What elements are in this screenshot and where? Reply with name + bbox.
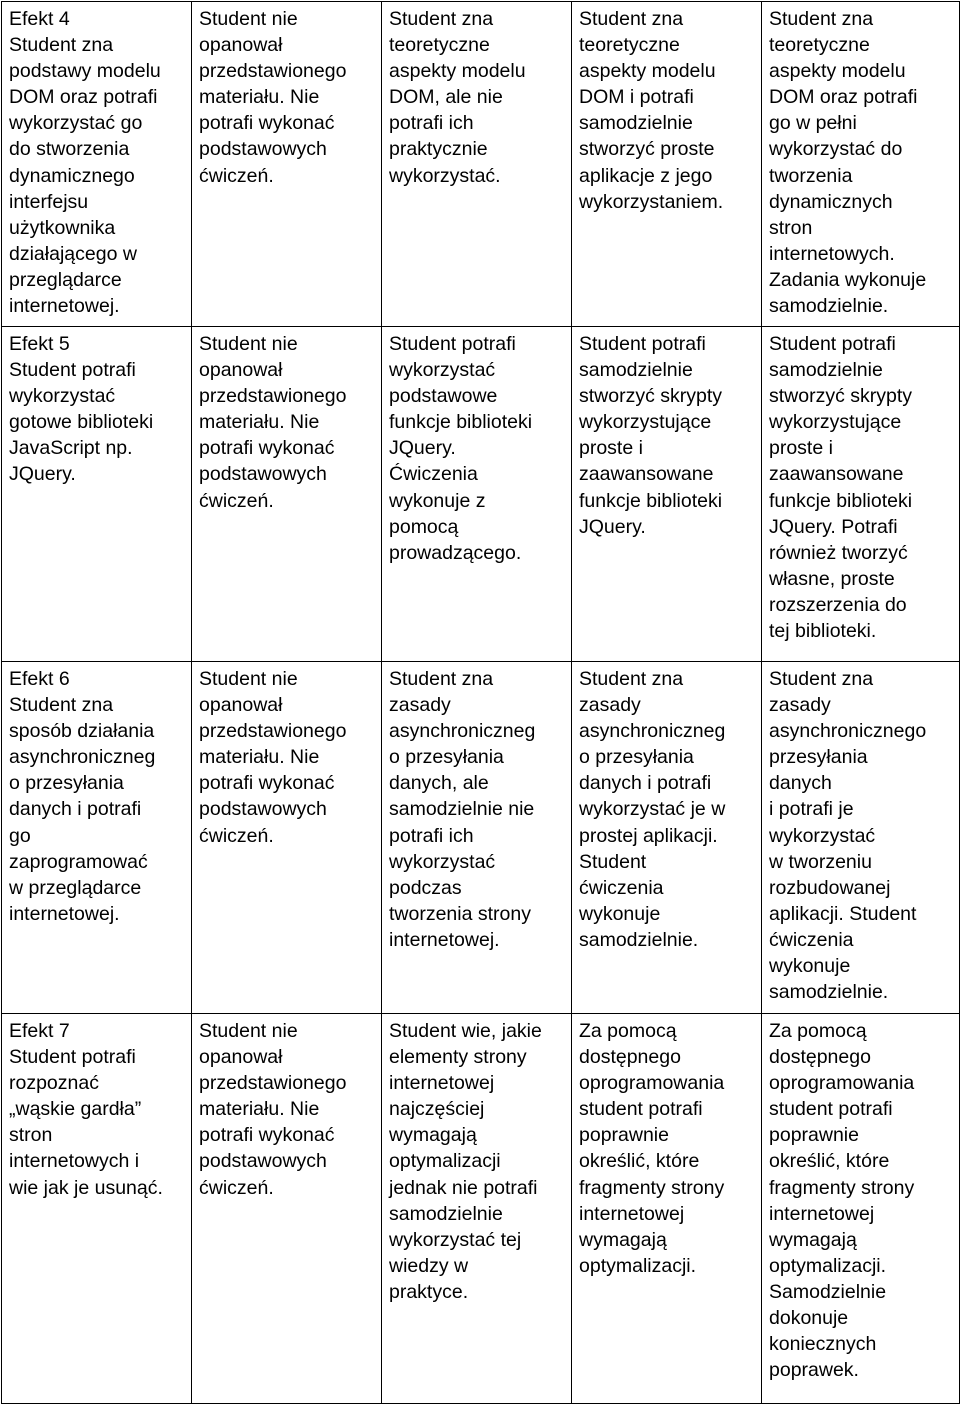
- effect-text: Efekt 6 Student zna sposób działania asynchroniczneg o przesyłania danych i potrafi go zaprogramować w przeglądarce internetowej.: [9, 668, 156, 925]
- grade-text: Student zna zasady asynchroniczneg o przesyłania danych, ale samodzielnie nie potrafi ich wykorzystać podczas tworzenia strony internetowej.: [389, 668, 536, 951]
- grade-text: Student nie opanował przedstawionego materiału. Nie potrafi wykonać podstawowych ćwiczeń.: [199, 1020, 347, 1199]
- grade-text: Student wie, jakie elementy strony internetowej najczęściej wymagają optymalizacji jednak nie potrafi samodzielnie wykorzystać tej wiedzy w praktyce.: [389, 1020, 542, 1303]
- grade-cell: [192, 327, 382, 662]
- grade-text: Student nie opanował przedstawionego materiału. Nie potrafi wykonać podstawowych ćwiczeń.: [199, 8, 347, 187]
- grade-text: Student potrafi wykorzystać podstawowe funkcje biblioteki JQuery. Ćwiczenia wykonuje z pomocą prowadzącego.: [389, 333, 533, 564]
- grade-cell: [382, 662, 572, 1014]
- grading-criteria-table: [1, 1, 960, 1404]
- grade-cell: [192, 2, 382, 327]
- grade-text: Student zna teoretyczne aspekty modelu DOM i potrafi samodzielnie stworzyć proste aplikacje z jego wykorzystaniem.: [579, 8, 724, 213]
- grade-cell: [572, 327, 762, 662]
- grade-cell: [572, 1014, 762, 1404]
- grade-cell: [382, 2, 572, 327]
- table-row: [2, 662, 960, 1014]
- grade-text: Student zna zasady asynchronicznego przesyłania danych i potrafi je wykorzystać w tworzeniu rozbudowanej aplikacji. Student ćwiczenia wykonuje samodzielnie.: [769, 668, 927, 1004]
- grade-cell: [762, 327, 960, 662]
- grade-text: Student zna zasady asynchroniczneg o przesyłania danych i potrafi wykorzystać je w prostej aplikacji. Student ćwiczenia wykonuje samodzielnie.: [579, 668, 726, 951]
- grade-text: Za pomocą dostępnego oprogramowania student potrafi poprawnie określić, które fragmenty strony internetowej wymagają optymalizacji.: [579, 1020, 725, 1277]
- effect-text: Efekt 4 Student zna podstawy modelu DOM oraz potrafi wykorzystać go do stworzenia dynamicznego interfejsu użytkownika działającego w przeglądarce internetowej.: [9, 8, 161, 318]
- grade-text: Student nie opanował przedstawionego materiału. Nie potrafi wykonać podstawowych ćwiczeń.: [199, 333, 347, 512]
- grade-cell: [382, 327, 572, 662]
- grade-cell: [382, 1014, 572, 1404]
- table-row: [2, 327, 960, 662]
- table-row: [2, 1014, 960, 1404]
- effect-cell: [2, 1014, 192, 1404]
- effect-cell: [2, 662, 192, 1014]
- effect-text: Efekt 7 Student potrafi rozpoznać „wąskie gardła” stron internetowych i wie jak je usunąć.: [9, 1020, 163, 1199]
- grade-cell: [762, 1014, 960, 1404]
- grade-cell: [762, 2, 960, 327]
- grade-text: Student potrafi samodzielnie stworzyć skrypty wykorzystujące proste i zaawansowane funkcje biblioteki JQuery. Potrafi również tworzyć własne, proste rozszerzenia do tej biblioteki.: [769, 333, 913, 643]
- grade-cell: [762, 662, 960, 1014]
- grade-cell: [572, 662, 762, 1014]
- grade-text: Student potrafi samodzielnie stworzyć skrypty wykorzystujące proste i zaawansowane funkcje biblioteki JQuery.: [579, 333, 723, 538]
- grade-text: Student zna teoretyczne aspekty modelu DOM oraz potrafi go w pełni wykorzystać do tworzenia dynamicznych stron internetowych. Zadania wykonuje samodzielnie.: [769, 8, 927, 318]
- grade-cell: [572, 2, 762, 327]
- grade-text: Za pomocą dostępnego oprogramowania student potrafi poprawnie określić, które fragmenty strony internetowej wymagają optymalizacji. Samodzielnie dokonuje koniecznych poprawek.: [769, 1020, 915, 1382]
- grade-text: Student nie opanował przedstawionego materiału. Nie potrafi wykonać podstawowych ćwiczeń.: [199, 668, 347, 847]
- grade-text: Student zna teoretyczne aspekty modelu DOM, ale nie potrafi ich praktycznie wykorzystać.: [389, 8, 526, 187]
- grade-cell: [192, 662, 382, 1014]
- effect-cell: [2, 327, 192, 662]
- effect-cell: [2, 2, 192, 327]
- table-row: [2, 2, 960, 327]
- effect-text: Efekt 5 Student potrafi wykorzystać gotowe biblioteki JavaScript np. JQuery.: [9, 333, 154, 486]
- grade-cell: [192, 1014, 382, 1404]
